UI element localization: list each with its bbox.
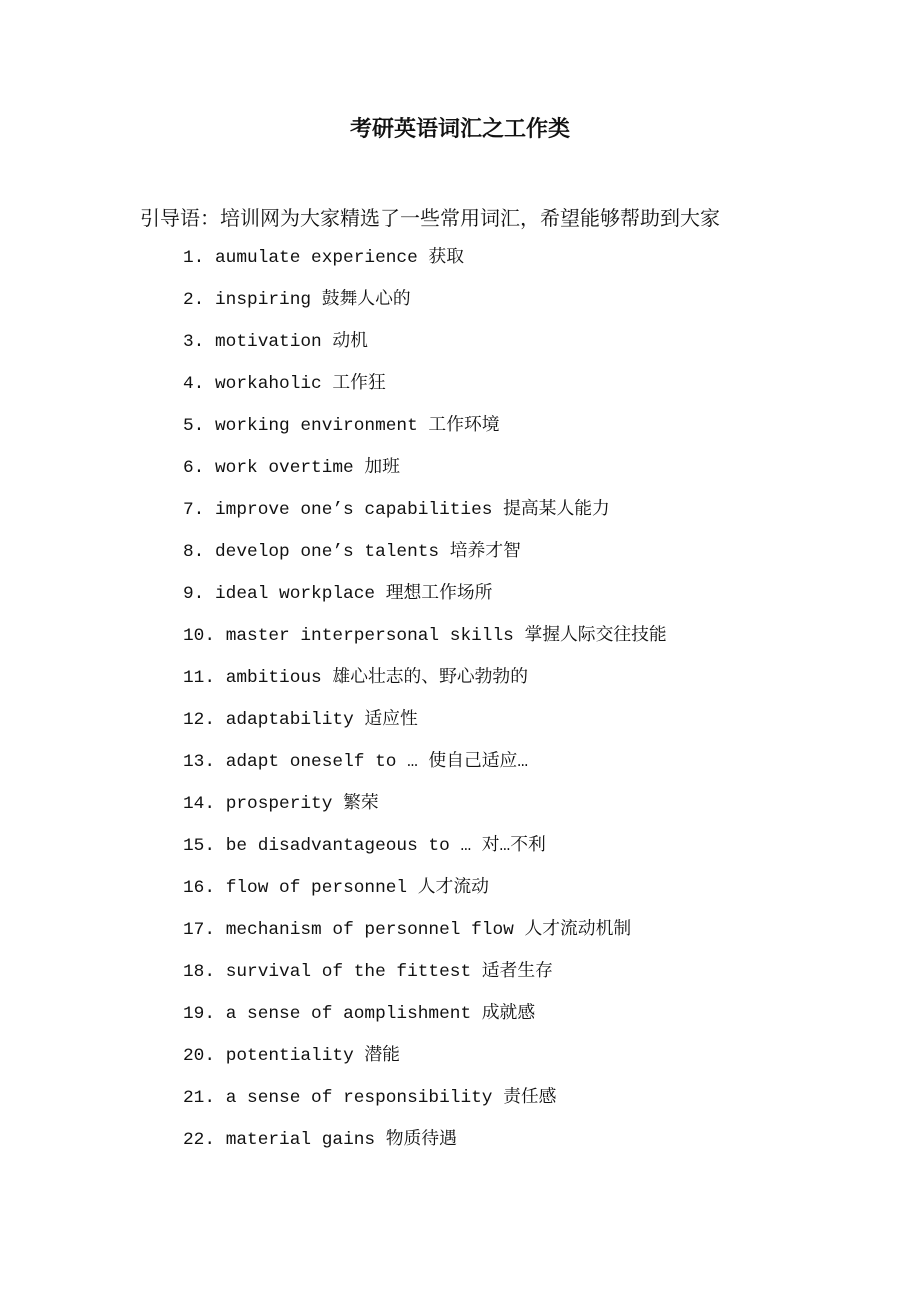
list-item-text: survival of the fittest 适者生存 — [225, 962, 553, 982]
list-item — [183, 455, 667, 497]
list-item — [183, 1127, 667, 1169]
list-item — [183, 581, 667, 623]
list-item-text: develop one’s talents 培养才智 — [215, 542, 521, 562]
list-item — [183, 917, 667, 959]
list-item-number: 2. — [183, 290, 216, 310]
list-item-number: 22. — [183, 1130, 226, 1150]
list-item — [183, 329, 667, 371]
list-item — [183, 791, 667, 833]
list-item — [183, 287, 667, 329]
list-item-text: potentiality 潜能 — [225, 1046, 400, 1066]
list-item-number: 12. — [183, 710, 226, 730]
list-item-number: 13. — [183, 752, 226, 772]
list-item-number: 14. — [183, 794, 226, 814]
list-item-number: 20. — [183, 1046, 226, 1066]
list-item-number: 16. — [183, 878, 226, 898]
list-item-text: work overtime 加班 — [215, 458, 400, 478]
list-item-number: 4. — [183, 374, 216, 394]
list-item-text: improve one’s capabilities 提高某人能力 — [215, 500, 610, 520]
list-item-text: working environment 工作环境 — [215, 416, 500, 436]
list-item-text: ambitious 雄心壮志的、野心勃勃的 — [225, 668, 528, 688]
intro-paragraph: 引导语：培训网为大家精选了一些常用词汇，希望能够帮助到大家 — [140, 206, 720, 230]
list-item-text: mechanism of personnel flow 人才流动机制 — [225, 920, 632, 940]
list-item-text: workaholic 工作狂 — [215, 374, 386, 394]
list-item-text: master interpersonal skills 掌握人际交往技能 — [225, 626, 667, 646]
list-item-number: 8. — [183, 542, 216, 562]
list-item-text: adapt oneself to … 使自己适应… — [225, 752, 529, 772]
list-item-number: 18. — [183, 962, 226, 982]
list-item-text: be disadvantageous to … 对…不利 — [225, 836, 546, 856]
list-item — [183, 1001, 667, 1043]
list-item-text: motivation 动机 — [215, 332, 368, 352]
list-item-text: a sense of responsibility 责任感 — [225, 1088, 557, 1108]
vocabulary-list — [183, 245, 667, 1169]
list-item — [183, 1085, 667, 1127]
list-item — [183, 623, 667, 665]
list-item-number: 15. — [183, 836, 226, 856]
list-item — [183, 665, 667, 707]
list-item-text: prosperity 繁荣 — [225, 794, 379, 814]
list-item-text: inspiring 鼓舞人心的 — [215, 290, 411, 310]
list-item-number: 9. — [183, 584, 216, 604]
list-item-number: 1. — [183, 248, 216, 268]
list-item-number: 7. — [183, 500, 216, 520]
list-item-text: adaptability 适应性 — [225, 710, 418, 730]
list-item — [183, 707, 667, 749]
list-item — [183, 497, 667, 539]
document-title: 考研英语词汇之工作类 — [349, 116, 570, 142]
list-item-text: ideal workplace 理想工作场所 — [215, 584, 493, 604]
list-item — [183, 1043, 667, 1085]
list-item-text: a sense of aomplishment 成就感 — [225, 1004, 536, 1024]
list-item — [183, 875, 667, 917]
list-item-number: 19. — [183, 1004, 226, 1024]
list-item-number: 21. — [183, 1088, 226, 1108]
list-item-text: flow of personnel 人才流动 — [225, 878, 489, 898]
list-item-text: material gains 物质待遇 — [225, 1130, 457, 1150]
list-item-number: 3. — [183, 332, 216, 352]
list-item-text: aumulate experience 获取 — [215, 248, 464, 268]
list-item-number: 6. — [183, 458, 216, 478]
list-item-number: 17. — [183, 920, 226, 940]
list-item — [183, 833, 667, 875]
list-item-number: 11. — [183, 668, 226, 688]
list-item-number: 5. — [183, 416, 216, 436]
list-item — [183, 749, 667, 791]
list-item — [183, 245, 667, 287]
list-item-number: 10. — [183, 626, 226, 646]
list-item — [183, 959, 667, 1001]
list-item — [183, 371, 667, 413]
list-item — [183, 413, 667, 455]
list-item — [183, 539, 667, 581]
